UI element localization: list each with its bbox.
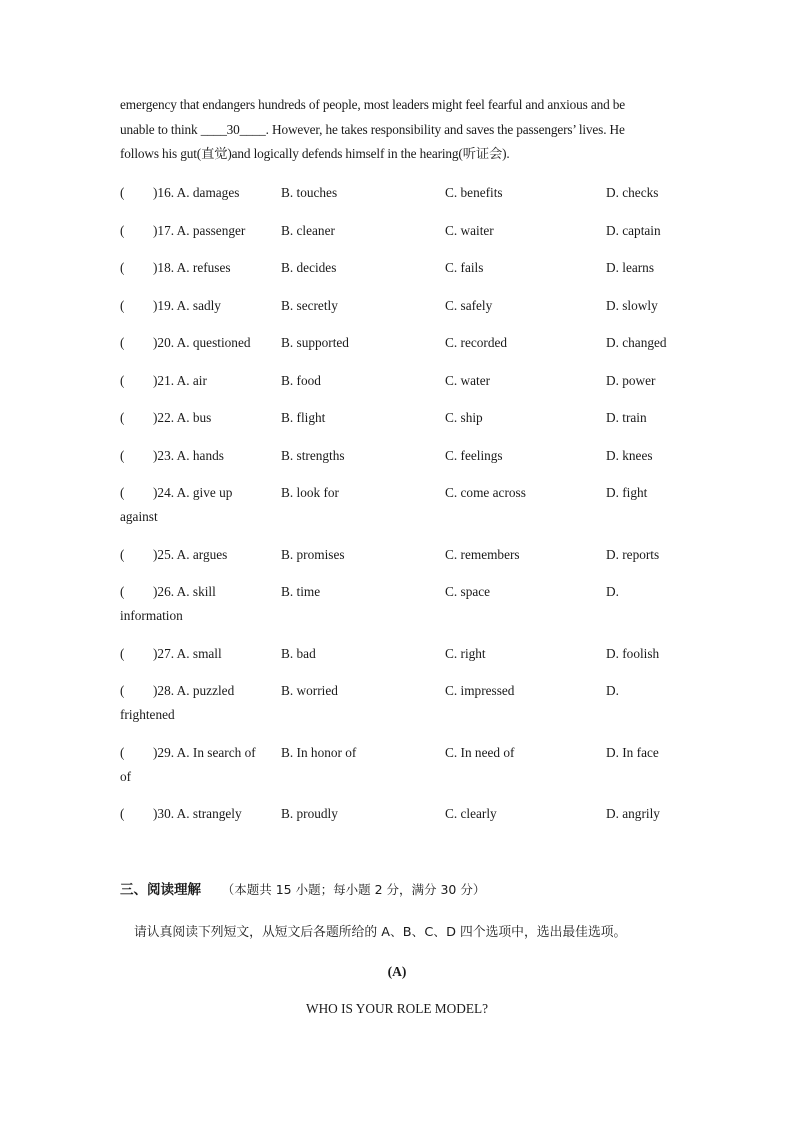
cloze-passage-excerpt [120, 93, 676, 167]
answer-blank-paren: ( [120, 260, 125, 275]
question-row [120, 580, 680, 628]
answer-blank-paren: ( [120, 222, 125, 238]
passage-line: follows his gut(直觉)and logically defends himself in the hearing(听证会). [120, 146, 510, 161]
option-c: C. feelings [445, 447, 503, 463]
answer-blank-paren: ( [120, 410, 125, 425]
answer-blank-paren: ( [120, 335, 125, 350]
question-row [120, 369, 680, 393]
article-title: WHO IS YOUR ROLE MODEL? [306, 1001, 488, 1016]
option-c: C. recorded [445, 335, 508, 350]
question-row [120, 406, 680, 430]
option-a: )29. A. In search of [153, 744, 256, 760]
option-a: )23. A. hands [153, 447, 224, 463]
section-title: 三、阅读理解 [120, 882, 201, 898]
option-c: C. water [445, 372, 491, 388]
answer-blank-paren: ( [120, 297, 125, 313]
question-row [120, 543, 680, 567]
option-b: B. promises [281, 546, 345, 562]
answer-blank-paren: ( [120, 806, 125, 821]
option-d: D. fight [606, 485, 648, 500]
question-row [120, 181, 680, 205]
option-c: C. clearly [445, 806, 497, 821]
option-a: )18. A. refuses [153, 260, 231, 275]
option-d: D. foolish [606, 645, 660, 661]
option-d: D. power [606, 372, 656, 388]
question-row [120, 679, 680, 727]
option-wrap-text: information [120, 608, 183, 623]
option-c: C. ship [445, 410, 483, 425]
answer-blank-paren: ( [120, 447, 125, 463]
option-d: D. knees [606, 447, 653, 463]
option-b: B. worried [281, 683, 338, 698]
section-scoring-note: （本题共 15 小题；每小题 2 分，满分 30 分） [221, 882, 486, 897]
option-wrap-text: frightened [120, 707, 175, 722]
option-c: C. benefits [445, 185, 503, 200]
option-c: C. fails [445, 260, 484, 275]
option-d: D. [606, 584, 619, 599]
option-a: )22. A. bus [153, 410, 212, 425]
option-b: B. food [281, 372, 321, 388]
passage-line: unable to think ____30____. However, he takes responsibility and saves the passengers’ lives. He [120, 121, 625, 137]
option-d: D. angrily [606, 806, 660, 821]
question-row [120, 481, 680, 529]
answer-blank-paren: ( [120, 485, 125, 500]
option-c: C. remembers [445, 546, 520, 562]
option-b: B. cleaner [281, 222, 335, 238]
question-row [120, 219, 680, 243]
option-b: B. look for [281, 485, 339, 500]
option-a: )30. A. strangely [153, 806, 242, 821]
option-d: D. [606, 683, 619, 698]
option-a: )17. A. passenger [153, 222, 246, 238]
passage-line: emergency that endangers hundreds of people, most leaders might feel fearful and anxious and be [120, 97, 626, 112]
answer-blank-paren: ( [120, 372, 125, 388]
option-d: D. captain [606, 222, 661, 238]
option-a: )19. A. sadly [153, 297, 221, 313]
option-c: C. space [445, 584, 491, 599]
option-c: C. waiter [445, 222, 494, 238]
cloze-question-list [120, 181, 680, 840]
option-a: )16. A. damages [153, 185, 240, 200]
option-d: D. checks [606, 185, 659, 200]
option-wrap-text: against [120, 509, 158, 524]
answer-blank-paren: ( [120, 683, 125, 698]
option-a: )28. A. puzzled [153, 683, 235, 698]
option-a: )26. A. skill [153, 584, 216, 599]
option-a: )24. A. give up [153, 485, 233, 500]
option-d: D. slowly [606, 297, 658, 313]
section-instruction: 请认真阅读下列短文，从短文后各题所给的 A、B、C、D 四个选项中，选出最佳选项。 [134, 925, 627, 940]
option-b: B. touches [281, 185, 338, 200]
option-c: C. come across [445, 485, 526, 500]
option-c: C. safely [445, 297, 493, 313]
question-row [120, 331, 680, 355]
option-b: B. In honor of [281, 744, 357, 760]
answer-blank-paren: ( [120, 584, 125, 599]
option-d: D. train [606, 410, 647, 425]
question-row [120, 802, 680, 826]
option-d: D. learns [606, 260, 654, 275]
option-b: B. time [281, 584, 321, 599]
option-b: B. supported [281, 335, 349, 350]
option-wrap-text: of [120, 768, 132, 784]
option-a: )27. A. small [153, 645, 222, 661]
option-d: D. changed [606, 335, 667, 350]
option-b: B. secretly [281, 297, 338, 313]
option-a: )20. A. questioned [153, 335, 251, 350]
answer-blank-paren: ( [120, 185, 125, 200]
question-row [120, 294, 680, 318]
question-row [120, 444, 680, 468]
option-b: B. decides [281, 260, 337, 275]
answer-blank-paren: ( [120, 546, 125, 562]
option-b: B. proudly [281, 806, 338, 821]
passage-part-label: (A) [387, 964, 407, 979]
answer-blank-paren: ( [120, 645, 125, 661]
option-b: B. strengths [281, 447, 345, 463]
option-d: D. In face [606, 744, 659, 760]
question-row [120, 741, 680, 789]
answer-blank-paren: ( [120, 744, 125, 760]
option-c: C. In need of [445, 744, 515, 760]
section-heading [120, 878, 485, 902]
option-c: C. impressed [445, 683, 515, 698]
option-b: B. flight [281, 410, 326, 425]
option-a: )25. A. argues [153, 546, 228, 562]
question-row [120, 256, 680, 280]
option-a: )21. A. air [153, 372, 207, 388]
option-d: D. reports [606, 546, 660, 562]
option-b: B. bad [281, 645, 316, 661]
option-c: C. right [445, 645, 486, 661]
question-row [120, 642, 680, 666]
